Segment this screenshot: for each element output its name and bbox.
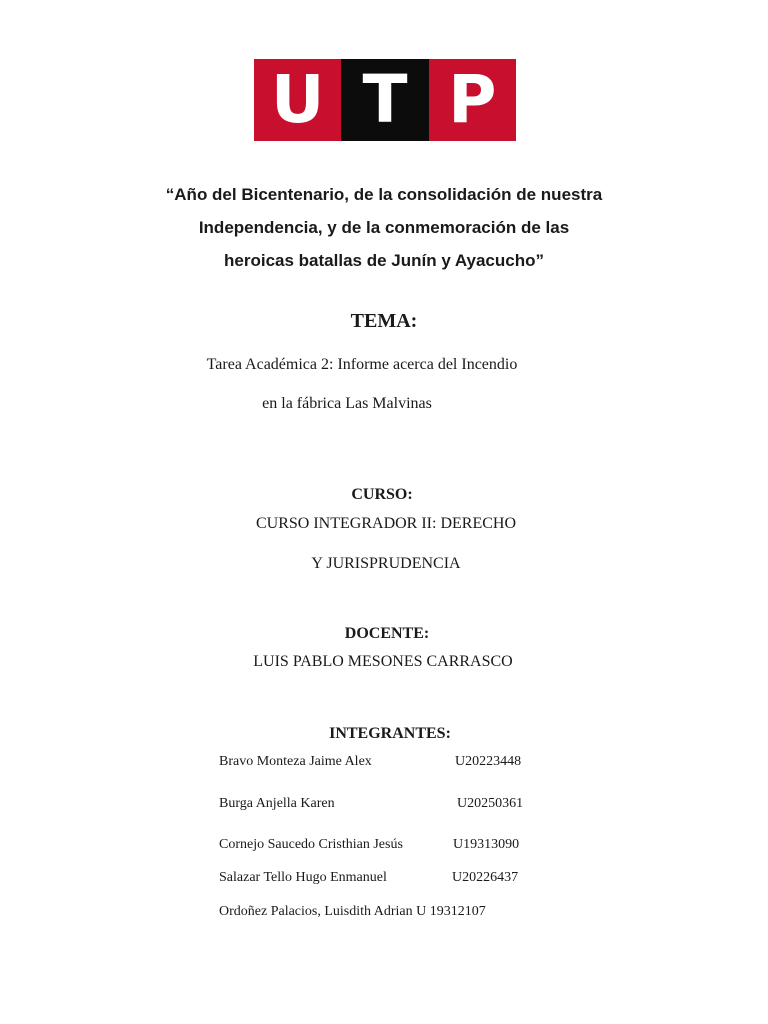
- curso-heading: CURSO:: [351, 486, 413, 503]
- member-name: Ordoñez Palacios, Luisdith Adrian U 19312107: [219, 904, 486, 919]
- motto-line-2: Independencia, y de la conmemoración de las: [198, 218, 570, 237]
- member-name: Salazar Tello Hugo Enmanuel: [219, 870, 387, 885]
- year-motto: [100, 178, 668, 277]
- docente-name: LUIS PABLO MESONES CARRASCO: [253, 653, 513, 670]
- logo-letter-u: U: [254, 59, 341, 141]
- utp-logo: [254, 59, 516, 141]
- tema-line-1: Tarea Académica 2: Informe acerca del Incendio: [206, 356, 518, 373]
- curso-line-2: Y JURISPRUDENCIA: [311, 555, 461, 572]
- member-code: U20250361: [457, 796, 524, 811]
- member-name: Burga Anjella Karen: [219, 796, 335, 811]
- tema-heading: TEMA:: [350, 310, 418, 332]
- member-name: Cornejo Saucedo Cristhian Jesús: [219, 837, 403, 852]
- member-code: U20223448: [455, 754, 522, 769]
- docente-heading: DOCENTE:: [344, 625, 430, 642]
- logo-letter-p: P: [429, 59, 516, 141]
- member-code: U20226437: [452, 870, 519, 885]
- integrantes-heading: INTEGRANTES:: [329, 725, 451, 742]
- motto-line-3: heroicas batallas de Junín y Ayacucho”: [224, 251, 544, 270]
- tema-line-2: en la fábrica Las Malvinas: [262, 395, 432, 412]
- motto-line-1: “Año del Bicentenario, de la consolidación de nuestra: [165, 185, 603, 204]
- logo-letter-t: T: [341, 59, 428, 141]
- curso-line-1: CURSO INTEGRADOR II: DERECHO: [256, 515, 516, 532]
- member-name: Bravo Monteza Jaime Alex: [219, 754, 372, 769]
- member-code: U19313090: [453, 837, 520, 852]
